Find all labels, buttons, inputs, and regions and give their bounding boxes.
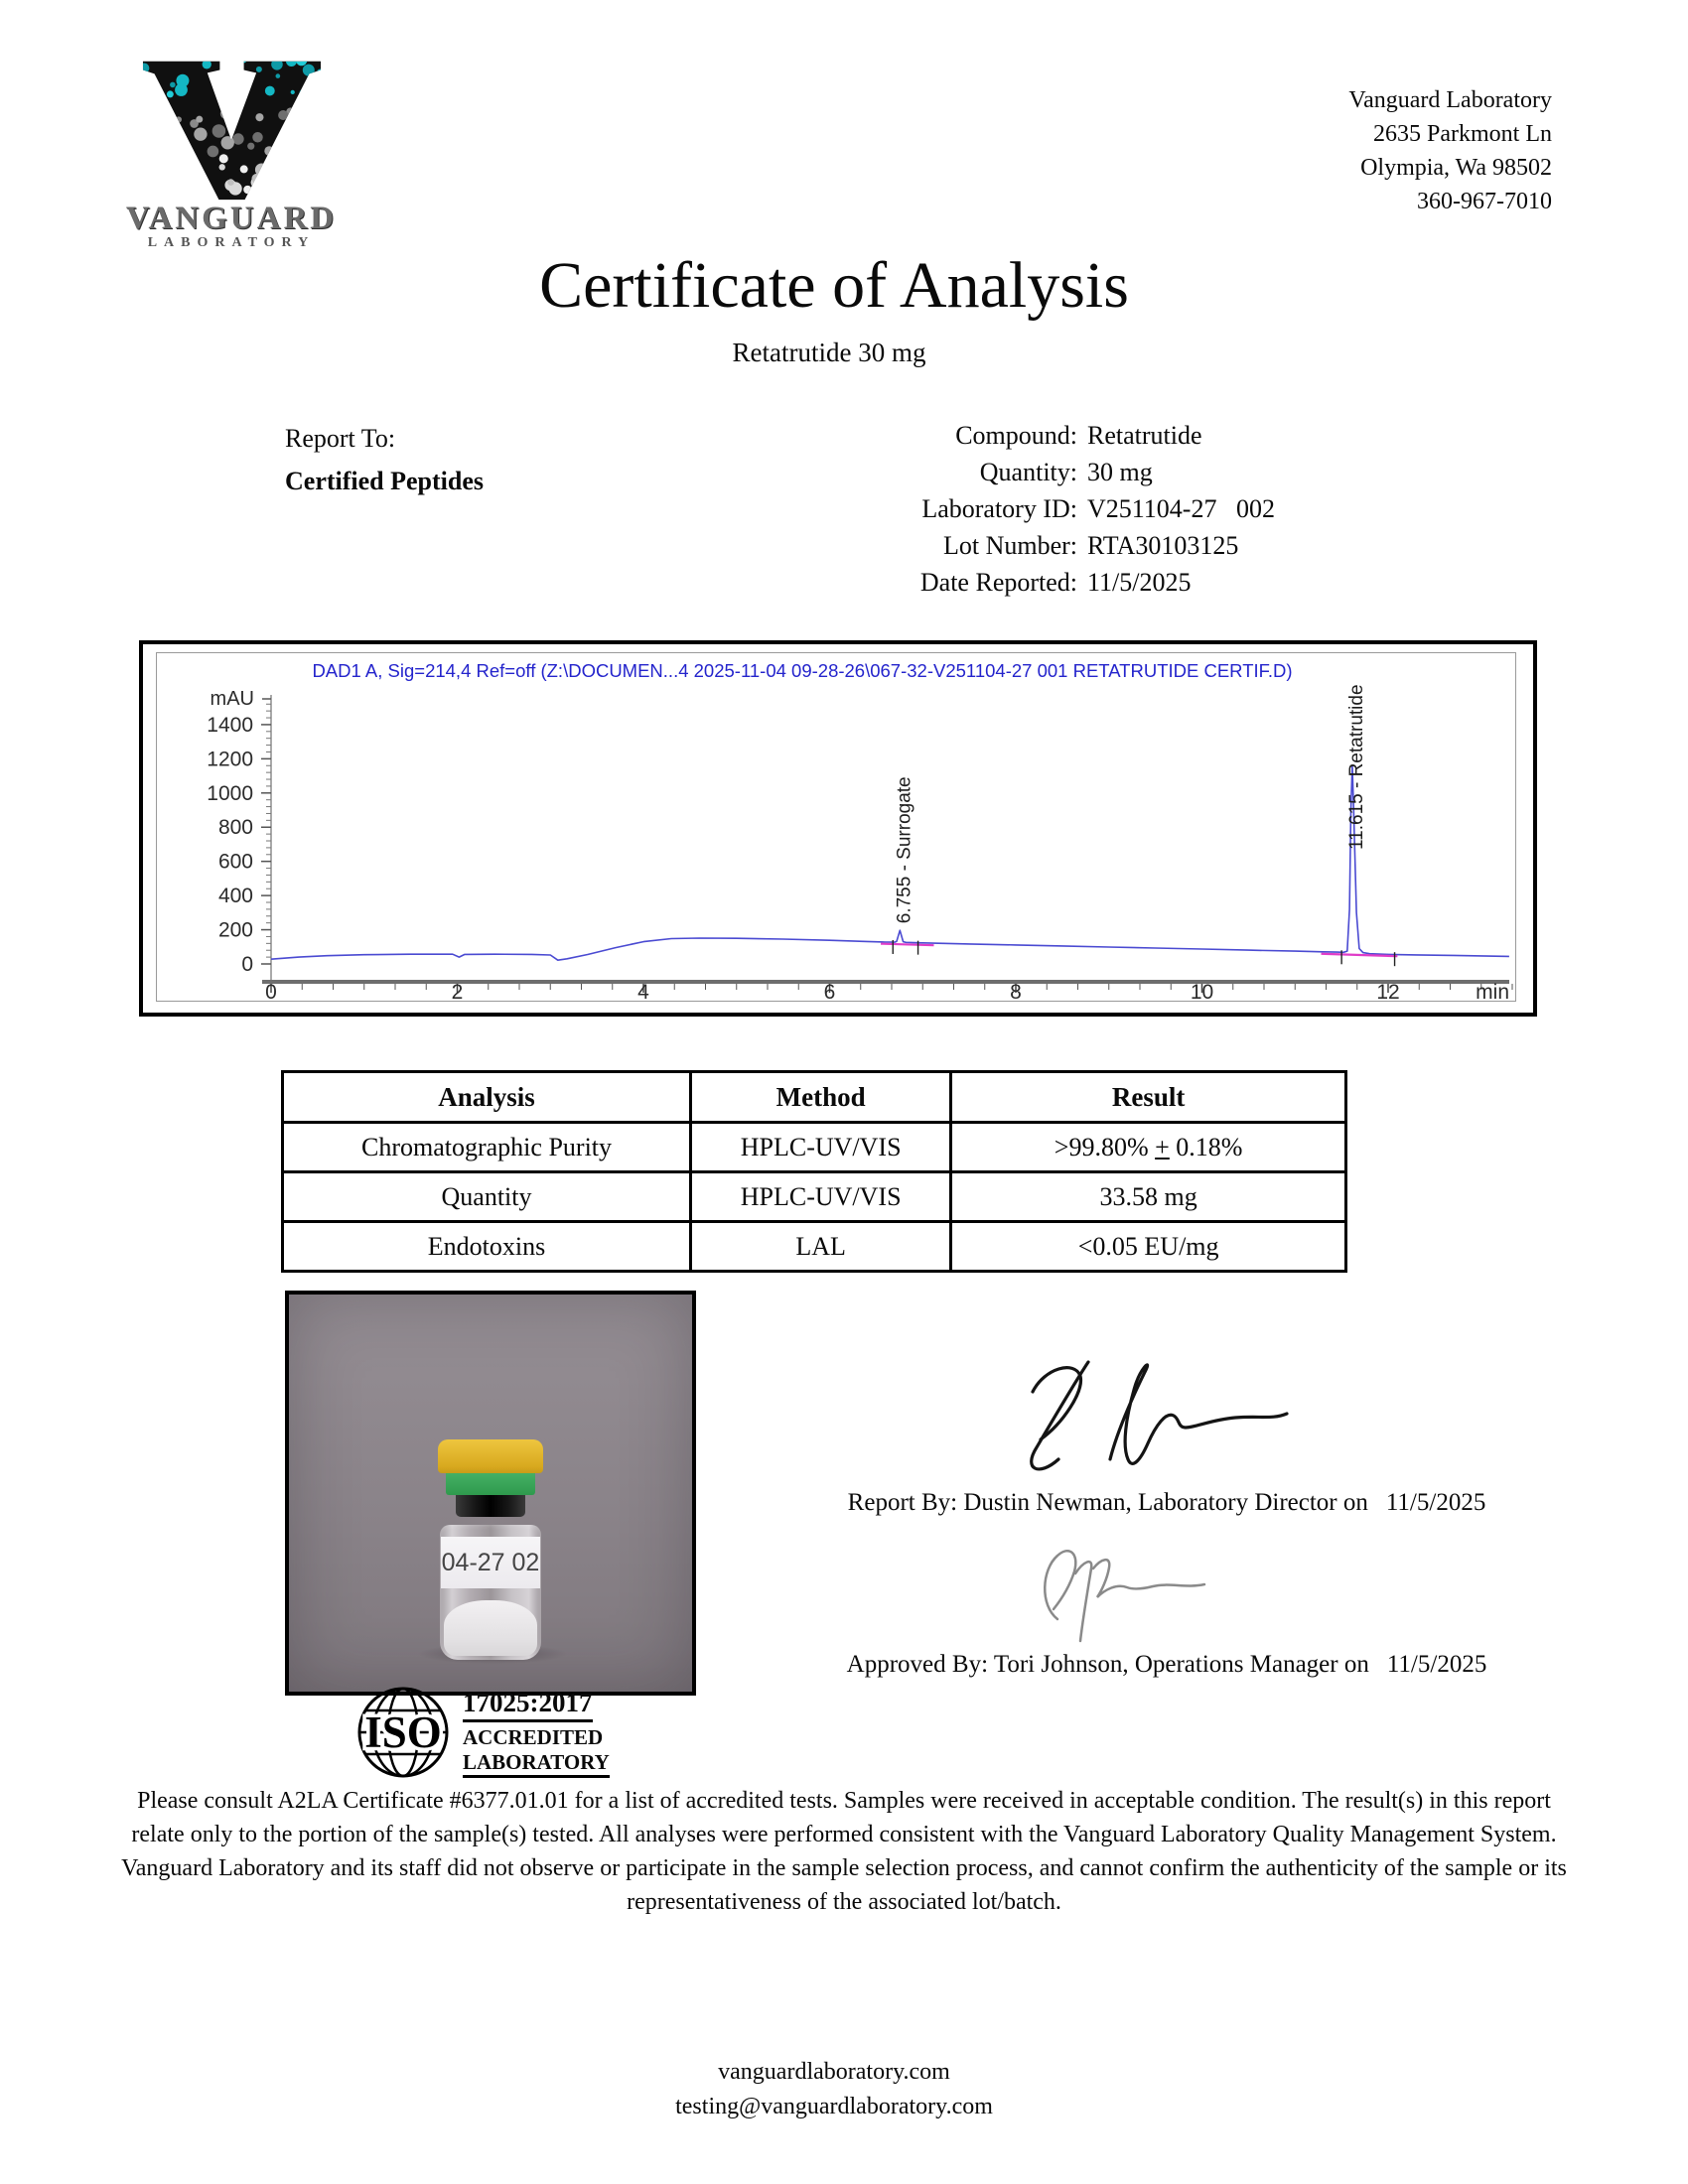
approved-by-date: 11/5/2025	[1386, 1651, 1487, 1678]
info-label: Quantity:	[979, 458, 1077, 486]
x-tick-label: 4	[637, 981, 649, 1001]
info-row	[784, 454, 1275, 490]
table-header: Method	[691, 1072, 951, 1123]
footer-email: testing@vanguardlaboratory.com	[675, 2094, 993, 2119]
page-subtitle: Retatrutide 30 mg	[732, 338, 926, 367]
logo-v-icon	[127, 56, 336, 205]
table-cell: HPLC-UV/VIS	[691, 1172, 951, 1222]
disclaimer-text: Please consult A2LA Certificate #6377.01.01 for a list of accredited tests. Samples were received in acceptable condition. The result(s) in this report relate only to the portion of the sample(s) tested. All analyses were performed consistent with the Vanguard Laboratory Quality Management System. Vanguard Laboratory and its staff did not observe or participate in the sample selection process, and cannot confirm the authenticity of the sample or its representativeness of the associated lot/batch.	[121, 1788, 1567, 1915]
approved-by-signature	[1028, 1534, 1241, 1653]
logo-wordmark: VANGUARD	[125, 201, 338, 236]
y-tick-label: 0	[241, 953, 253, 976]
info-row	[784, 490, 1275, 527]
results-table-head	[283, 1072, 1346, 1123]
iso-text-block	[463, 1688, 610, 1778]
approved-by-text: Approved By: Tori Johnson, Operations Manager on	[846, 1651, 1369, 1678]
x-tick-label: 8	[1010, 981, 1022, 1001]
chromatogram-frame	[139, 640, 1537, 1017]
report-by-text: Report By: Dustin Newman, Laboratory Director on	[847, 1489, 1368, 1516]
vial-cap-yellow	[438, 1439, 543, 1473]
table-cell: Chromatographic Purity	[283, 1123, 691, 1172]
table-header: Analysis	[283, 1072, 691, 1123]
y-tick-label: 1000	[207, 781, 253, 805]
info-row	[784, 527, 1275, 564]
chromatogram-svg	[157, 653, 1515, 1001]
report-by-signature	[993, 1348, 1291, 1487]
lab-phone: 360-967-7010	[1417, 189, 1552, 214]
report-to-label: Report To:	[285, 424, 396, 453]
footer-website: vanguardlaboratory.com	[718, 2059, 950, 2085]
info-value: V251104-27 002	[1087, 494, 1275, 523]
peak-label: 6.755 - Surrogate	[894, 776, 915, 924]
vial-photo	[285, 1291, 696, 1696]
table-cell: 33.58 mg	[951, 1172, 1346, 1222]
page-title: Certificate of Analysis	[539, 249, 1129, 322]
y-tick-label: 800	[217, 816, 253, 840]
report-to-value: Certified Peptides	[285, 467, 485, 495]
lab-address-block	[1348, 83, 1552, 218]
chromatogram-trace	[271, 765, 1509, 960]
info-value: 30 mg	[1087, 458, 1153, 486]
lab-name: Vanguard Laboratory	[1348, 87, 1552, 113]
info-row	[784, 417, 1275, 454]
info-value: RTA30103125	[1087, 531, 1239, 560]
info-value: Retatrutide	[1087, 421, 1202, 450]
info-label: Lot Number:	[942, 531, 1077, 560]
x-tick-label: 0	[265, 981, 277, 1001]
report-by-date: 11/5/2025	[1385, 1489, 1486, 1516]
table-cell: Endotoxins	[283, 1222, 691, 1272]
report-by-line	[770, 1489, 1564, 1517]
table-header: Result	[951, 1072, 1346, 1123]
iso-laboratory: LABORATORY	[463, 1750, 610, 1778]
y-tick-label: 1200	[207, 748, 253, 771]
results-table	[281, 1070, 1347, 1273]
table-cell: Quantity	[283, 1172, 691, 1222]
info-label: Laboratory ID:	[921, 494, 1077, 523]
info-row	[784, 564, 1275, 601]
iso-standard: 17025:2017	[463, 1688, 593, 1722]
iso-accredited: ACCREDITED	[463, 1724, 604, 1749]
chart-title: DAD1 A, Sig=214,4 Ref=off (Z:\DOCUMEN...4 2025-11-04 09-28-26\067-32-V251104-27 001 RETATRUTIDE CERTIF.D)	[312, 660, 1293, 681]
x-tick-label: 12	[1376, 981, 1400, 1001]
results-table-body	[283, 1123, 1346, 1272]
company-logo	[117, 56, 346, 251]
x-tick-label: 10	[1190, 981, 1214, 1001]
approved-by-line	[770, 1651, 1564, 1679]
vial-label: 04-27 02	[441, 1537, 540, 1588]
x-axis-label: min	[1476, 981, 1509, 1001]
iso-label: ISO	[364, 1707, 442, 1757]
lab-street: 2635 Parkmont Ln	[1373, 121, 1552, 147]
table-cell: >99.80% + 0.18%	[951, 1123, 1346, 1172]
table-row	[283, 1222, 1346, 1272]
y-tick-label: 400	[217, 885, 253, 908]
vial-powder	[444, 1600, 537, 1656]
iso-globe-icon	[355, 1685, 451, 1780]
compound-info	[784, 417, 1275, 601]
y-tick-label: 1400	[207, 713, 253, 737]
x-tick-label: 6	[823, 981, 836, 1001]
x-tick-label: 2	[451, 981, 464, 1001]
chromatogram	[156, 652, 1516, 1002]
peak-label: 11.615 - Retatrutide	[1345, 684, 1367, 850]
y-axis-label: mAU	[210, 688, 254, 710]
integration-baseline	[881, 944, 933, 946]
lab-city: Olympia, Wa 98502	[1360, 155, 1552, 181]
table-cell: HPLC-UV/VIS	[691, 1123, 951, 1172]
y-tick-label: 600	[217, 850, 253, 874]
logo-wordmark-sub: LABORATORY	[147, 235, 316, 250]
table-cell: LAL	[691, 1222, 951, 1272]
info-value: 11/5/2025	[1087, 568, 1192, 597]
info-label: Date Reported:	[919, 568, 1077, 597]
y-tick-label: 200	[217, 918, 253, 942]
table-cell: <0.05 EU/mg	[951, 1222, 1346, 1272]
info-label: Compound:	[955, 421, 1077, 450]
iso-badge	[355, 1685, 610, 1780]
report-to-block	[285, 417, 484, 502]
page-footer	[0, 2055, 1668, 2124]
table-row	[283, 1172, 1346, 1222]
table-row	[283, 1123, 1346, 1172]
